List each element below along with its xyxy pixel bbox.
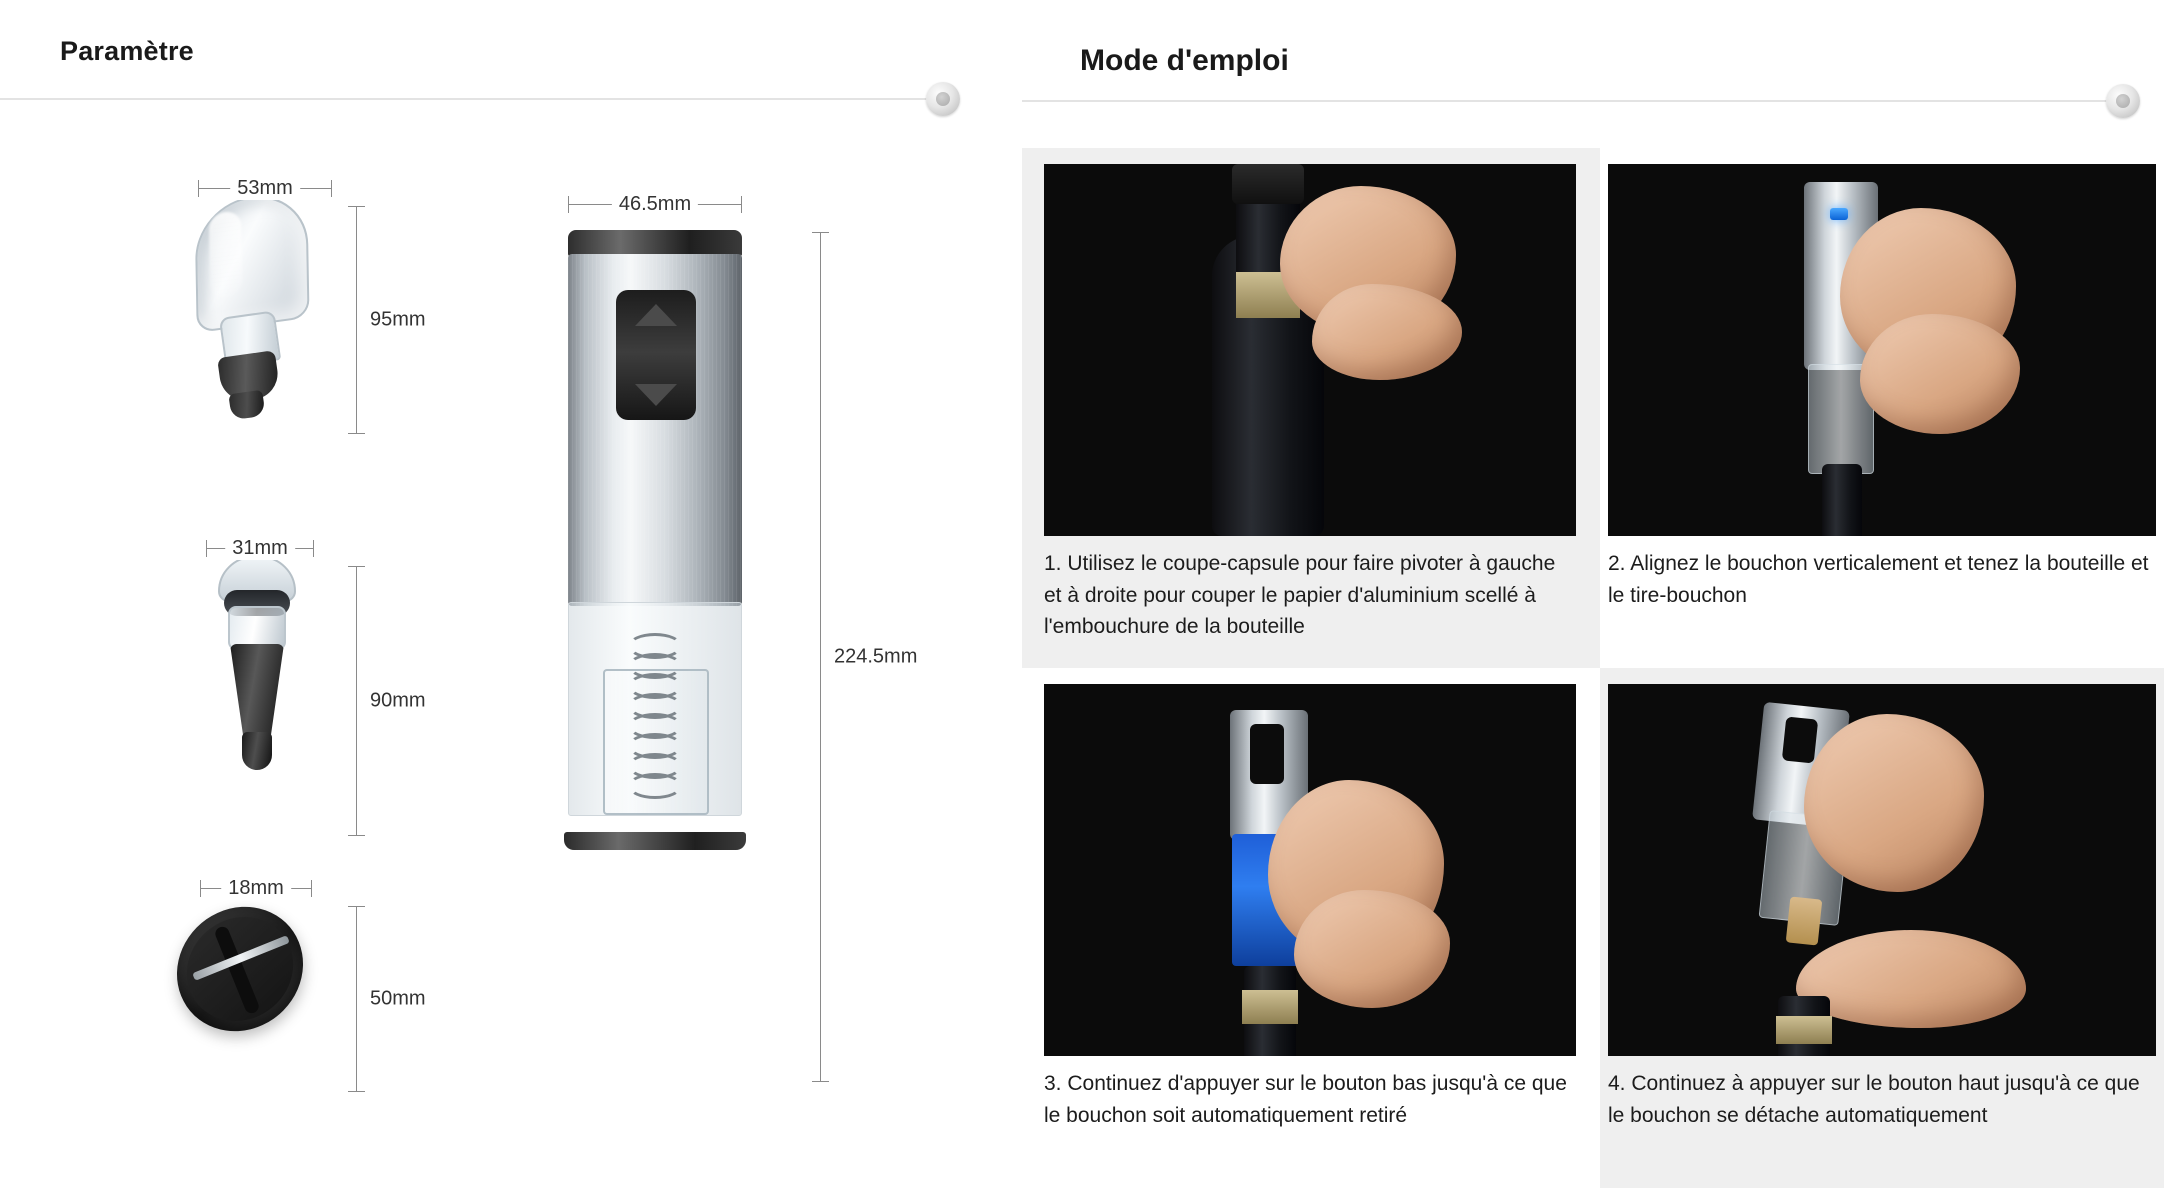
cutter-width-label: 18mm (221, 877, 291, 900)
aerator-width-label: 53mm (230, 177, 300, 200)
step-item-1 (1022, 148, 1600, 668)
cutter-height-caliper (348, 906, 426, 1092)
parameters-panel (0, 0, 1022, 1194)
electric-opener-illustration (560, 230, 750, 850)
left-knob-icon (926, 82, 960, 116)
step-1-photo (1044, 164, 1576, 536)
stopper-height-label: 90mm (364, 686, 426, 717)
stopper-height-caliper (348, 566, 426, 836)
step-4-photo (1608, 684, 2156, 1056)
aerator-width-caliper (198, 177, 332, 199)
opener-width-caliper (568, 193, 742, 215)
step-item-3 (1022, 668, 1600, 1188)
step-2-photo (1608, 164, 2156, 536)
foil-cutter-illustration (176, 908, 306, 1038)
instructions-panel (1022, 0, 2164, 1194)
page-title-parametre: Paramètre (60, 36, 194, 66)
step-item-2 (1600, 148, 2164, 668)
step-3-caption: 3. Continuez d'appuyer sur le bouton bas jusqu'à ce que le bouchon soit automatiquement retiré (1044, 1072, 1567, 1127)
opener-height-label: 224.5mm (828, 642, 917, 673)
left-divider (0, 98, 930, 100)
stopper-width-caliper (206, 537, 314, 559)
cutter-width-caliper (200, 877, 312, 899)
right-divider (1022, 100, 2112, 102)
aerator-height-label: 95mm (364, 305, 426, 336)
aerator-illustration (196, 196, 326, 426)
step-item-4 (1600, 668, 2164, 1188)
down-arrow-icon (635, 384, 677, 406)
steps-grid (1022, 148, 2164, 1194)
step-3-photo (1044, 684, 1576, 1056)
step-4-caption: 4. Continuez à appuyer sur le bouton haut jusqu'à ce que le bouchon se détache automatiquement (1608, 1072, 2140, 1127)
right-knob-icon (2106, 84, 2140, 118)
aerator-height-caliper (348, 206, 426, 434)
cutter-height-label: 50mm (364, 984, 426, 1015)
stopper-width-label: 31mm (225, 537, 295, 560)
opener-button-pad (616, 290, 696, 420)
opener-width-label: 46.5mm (612, 193, 698, 216)
stopper-illustration (210, 556, 310, 786)
up-arrow-icon (635, 304, 677, 326)
step-2-caption: 2. Alignez le bouchon verticalement et tenez la bouteille et le tire-bouchon (1608, 552, 2149, 607)
page-title-mode-demploi: Mode d'emploi (1080, 44, 1289, 77)
opener-height-caliper (812, 232, 918, 1082)
step-1-caption: 1. Utilisez le coupe-capsule pour faire pivoter à gauche et à droite pour couper le papier d'aluminium scellé à l'embouchure de la bouteille (1044, 552, 1556, 638)
